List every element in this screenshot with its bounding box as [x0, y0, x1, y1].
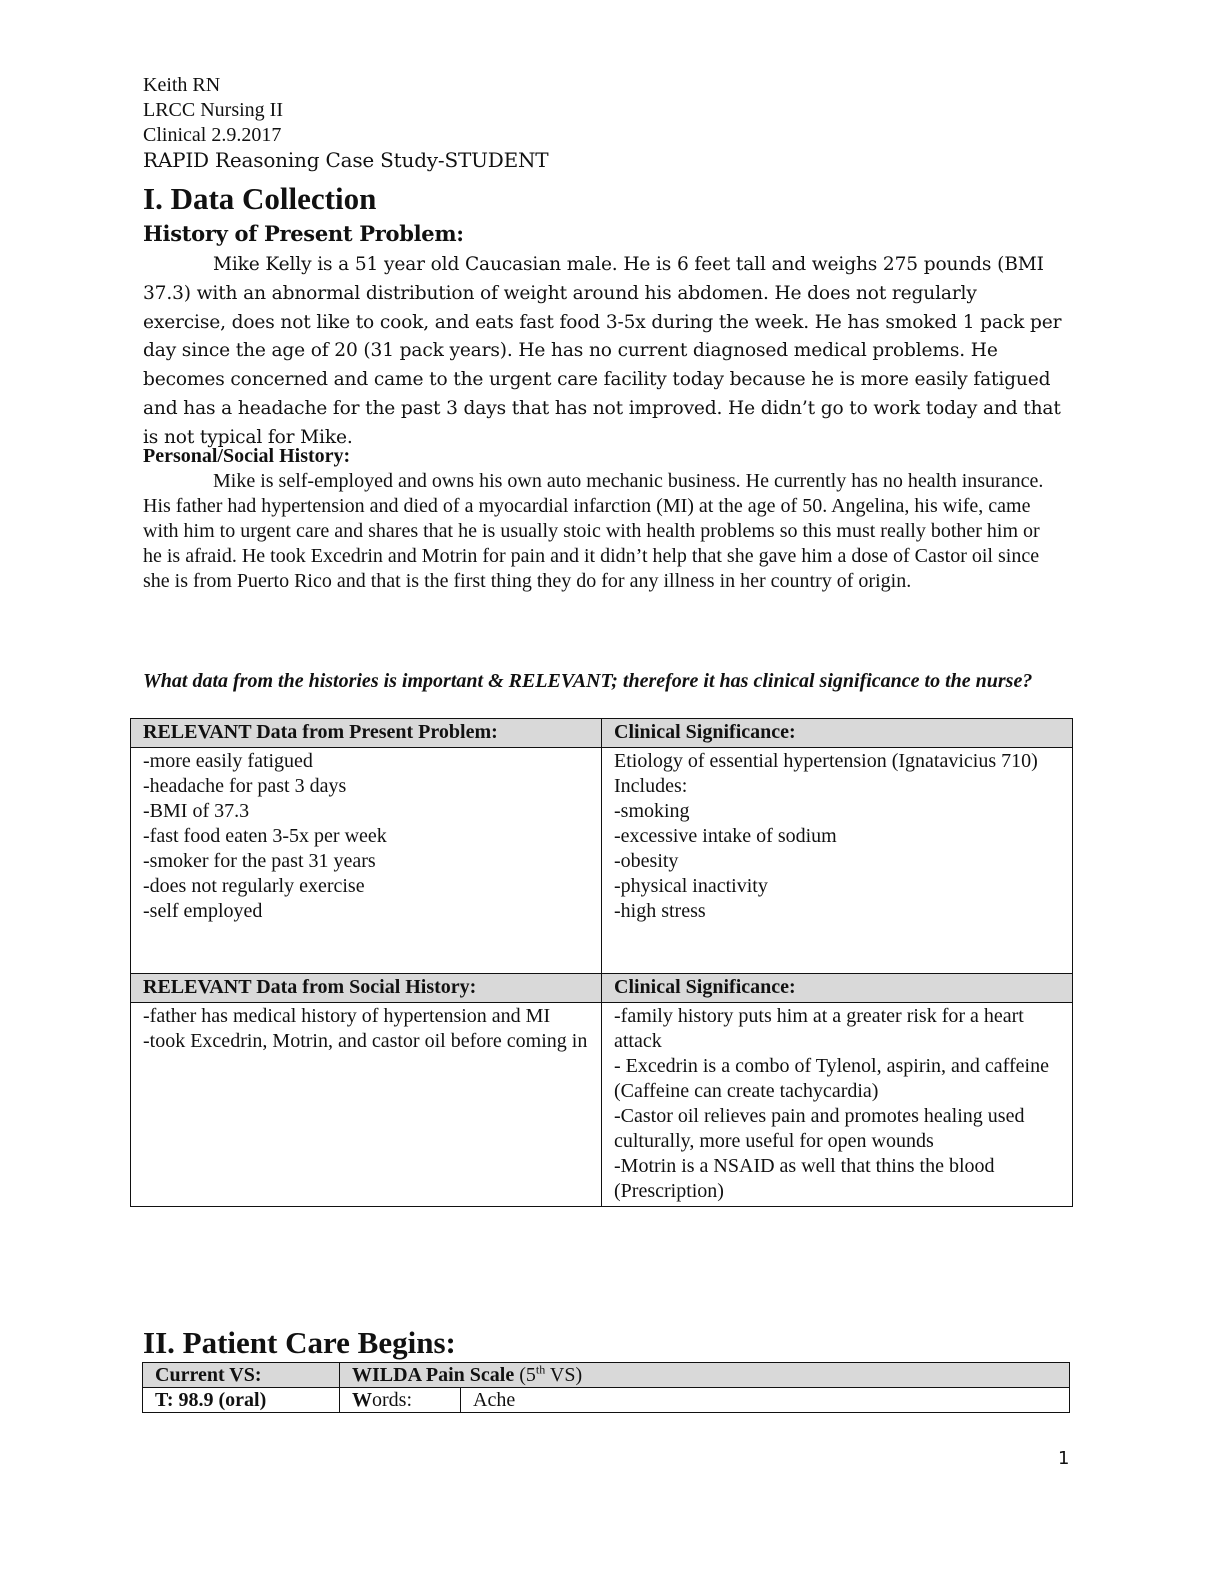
vital-signs-table [142, 1362, 1070, 1413]
course-line: LRCC Nursing II [143, 99, 283, 121]
list-item: -physical inactivity [614, 875, 768, 897]
list-item: -obesity [614, 850, 679, 872]
temperature-cell: T: 98.9 (oral) [143, 1388, 340, 1413]
wilda-header [340, 1363, 1070, 1388]
list-item: Etiology of essential hypertension (Ignatavicius 710) [614, 750, 1038, 772]
present-significance-header: Clinical Significance: [602, 719, 1073, 748]
social-history-heading: Personal/Social History: [143, 445, 351, 467]
page-number: 1 [1058, 1448, 1070, 1469]
list-item: -smoker for the past 31 years [143, 850, 376, 872]
words-label-initial: W [352, 1389, 372, 1411]
document-header [143, 73, 548, 173]
list-item: -BMI of 37.3 [143, 800, 250, 822]
list-item: Includes: [614, 775, 688, 797]
present-problem-header: RELEVANT Data from Present Problem: [131, 719, 602, 748]
list-item: -headache for past 3 days [143, 775, 347, 797]
clinical-date-line: Clinical 2.9.2017 [143, 124, 282, 146]
list-item: -took Excedrin, Motrin, and castor oil before coming in [143, 1030, 588, 1052]
wilda-paren-close: VS) [545, 1364, 583, 1386]
document-title: RAPID Reasoning Case Study-STUDENT [143, 148, 549, 172]
social-significance-header: Clinical Significance: [602, 974, 1073, 1003]
words-value-cell: Ache [461, 1388, 1070, 1413]
relevant-data-table [130, 718, 1073, 1207]
social-history-paragraph [143, 469, 1063, 594]
list-item: -smoking [614, 800, 690, 822]
wilda-superscript: th [535, 1362, 546, 1377]
list-item: -family history puts him at a greater risk for a heart attack [614, 1005, 1024, 1052]
wilda-paren-open: (5 [514, 1364, 536, 1386]
section-heading-data-collection: I. Data Collection [143, 181, 377, 216]
list-item: -fast food eaten 3-5x per week [143, 825, 387, 847]
social-history-text: Mike is self-employed and owns his own auto mechanic business. He currently has no health insurance. His father had hypertension and died of a myocardial infarction (MI) at the age of 50. Angelina, his wife, came with him to urgent care and shares that he is usually stoic with health problems so this must really bother him or he is afraid. He took Excedrin and Motrin for pain and it didn’t help that she gave him a dose of Castor oil since she is from Puerto Rico and that is the first thing they do for any illness in her country of origin. [143, 470, 1044, 592]
history-paragraph [143, 251, 1063, 453]
wilda-title: WILDA Pain Scale [352, 1364, 515, 1386]
history-heading: History of Present Problem: [143, 221, 464, 246]
list-item: -more easily fatigued [143, 750, 313, 772]
current-vs-header: Current VS: [143, 1363, 340, 1388]
social-history-cell [131, 1003, 602, 1207]
list-item: -high stress [614, 900, 706, 922]
section-heading-patient-care: II. Patient Care Begins: [143, 1325, 456, 1360]
author-line: Keith RN [143, 74, 221, 96]
list-item: -does not regularly exercise [143, 875, 365, 897]
list-item: -Motrin is a NSAID as well that thins the blood (Prescription) [614, 1155, 995, 1202]
relevance-question: What data from the histories is important & RELEVANT; therefore it has clinical significance to the nurse? [143, 670, 1033, 692]
list-item: -self employed [143, 900, 263, 922]
list-item: -Castor oil relieves pain and promotes healing used culturally, more useful for open wounds [614, 1105, 1025, 1152]
present-problem-cell [131, 748, 602, 974]
list-item: - Excedrin is a combo of Tylenol, aspirin, and caffeine (Caffeine can create tachycardia) [614, 1055, 1049, 1102]
social-significance-cell [602, 1003, 1073, 1207]
social-history-header: RELEVANT Data from Social History: [131, 974, 602, 1003]
list-item: -excessive intake of sodium [614, 825, 837, 847]
words-label-rest: ords: [372, 1389, 412, 1411]
list-item: -father has medical history of hypertension and MI [143, 1005, 551, 1027]
present-significance-cell [602, 748, 1073, 974]
words-label-cell [340, 1388, 461, 1413]
history-text: Mike Kelly is a 51 year old Caucasian male. He is 6 feet tall and weighs 275 pounds (BMI 37.3) with an abnormal distribution of weight around his abdomen. He does not regularly exercise, does not like to cook, and eats fast food 3-5x during the week. He has smoked 1 pack per day since the age of 20 (31 pack years). He has no current diagnosed medical problems. He becomes concerned and came to the urgent care facility today because he is more easily fatigued and has a headache for the past 3 days that has not improved. He didn’t go to work today and that is not typical for Mike. [143, 254, 1062, 448]
